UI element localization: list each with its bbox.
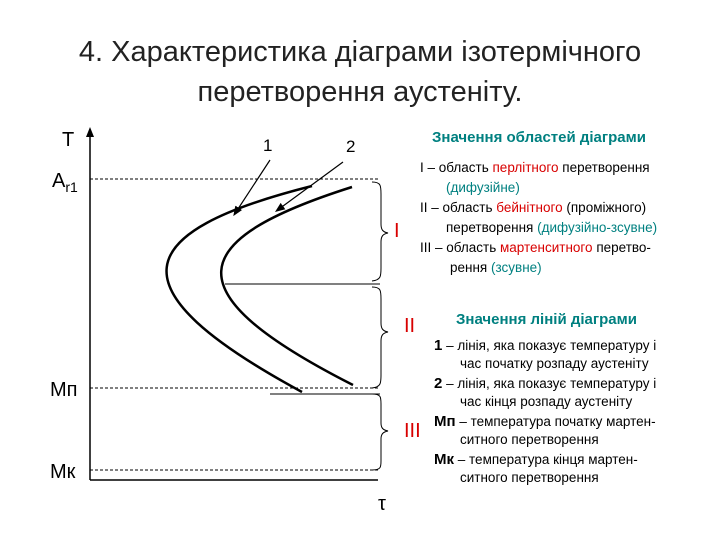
mk-desc: Мк – температура кінця мартен- [434,451,638,468]
lines-heading: Значення ліній діаграми [456,311,637,328]
brace-iii [372,394,388,470]
pearlite-term: перлітного [492,160,559,175]
bainite-term: бейнітного [496,200,563,215]
area-iii-line-1: III – область мартенситного перетво- [420,240,651,255]
area-ii-line-2: перетворення (дифузійно-зсувне) [446,220,658,235]
mn-desc: Мп – температура початку мартен- [434,413,656,430]
region-ii-label: II [404,315,416,337]
a1-label-main: А [52,170,66,192]
y-axis-label: T [62,129,75,151]
title-line-2: перетворення аустеніту. [197,76,523,108]
region-iii-label: III [404,420,421,442]
areas-panel [420,128,720,278]
lines-panel [434,310,720,488]
curve-1-start [167,186,312,392]
martensite-term: мартенситного [500,240,593,255]
area-ii-line-1: II – область бейнітного (проміжного) [420,200,647,215]
line-1-desc: 1 – лінія, яка показує температуру і [434,337,657,354]
a1-label-sub: r1 [65,179,78,195]
area-iii-line-2: рення (зсувне) [450,260,542,275]
region-i-label: I [394,220,400,242]
area-i-line-2: (дифузійне) [446,180,520,195]
line-2-desc-2: час кінця розпаду аустеніту [460,394,633,409]
mk-desc-2: ситного перетворення [460,470,599,485]
curve-1-label: 1 [263,136,273,155]
curve-2-label: 2 [346,137,356,156]
a1-label [52,170,78,195]
areas-heading: Значення областей діаграми [432,129,646,146]
brace-i [372,182,388,281]
title-line-1: 4. Характеристика діаграми ізотермічного [78,36,642,68]
area-i-line-1: I – область перлітного перетворення [420,160,650,175]
brace-ii [372,287,388,388]
mn-label: Мп [50,379,78,401]
line-1-desc-2: час початку розпаду аустеніту [460,356,649,371]
mn-desc-2: ситного перетворення [460,432,599,447]
line-2-desc: 2 – лінія, яка показує температуру і [434,375,657,392]
mk-label: Мк [50,461,76,483]
x-axis-label: τ [378,493,386,515]
